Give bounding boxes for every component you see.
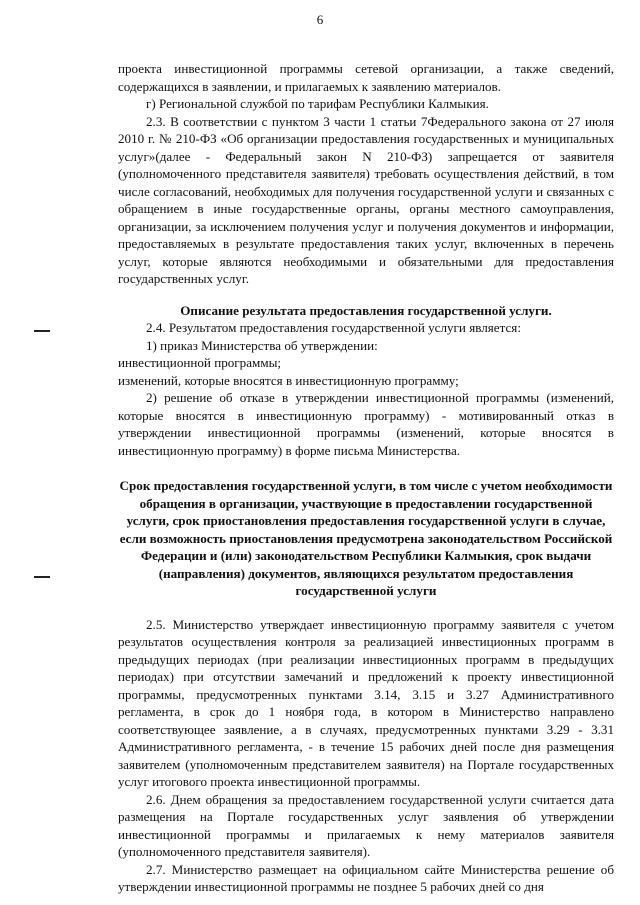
paragraph: 2.7. Министерство размещает на официальном сайте Министерства решение об утверждении инвестиционной программы не позднее 5 рабочих дней со дня (118, 861, 614, 894)
section-heading-result: Описание результата предоставления государственной услуги. (180, 302, 552, 318)
paragraph: 2.6. Днем обращения за предоставлением государственной услуги считается дата размещения на Портале государственных услуг заявления об утверждении инвестиционной программы и прилагаемых к нему материалов заявителя (уполномоченного представителя заявителя). (118, 791, 614, 859)
document-body (118, 60, 614, 896)
paragraph: проекта инвестиционной программы сетевой организации, а также сведений, содержащихся в заявлении, и прилагаемых к заявлению материалов. (118, 61, 614, 94)
paragraph: 2) решение об отказе в утверждении инвестиционной программы (изменений, которые вносятся в инвестиционную программу) - мотивированный отказ в утверждении инвестиционной программы (изменений, которые вносятся в инвестиционную программу) в форме письма Министерства. (118, 390, 614, 458)
margin-mark (34, 330, 50, 332)
paragraph: 2.4. Результатом предоставления государственной услуги является: (146, 320, 521, 335)
paragraph: 1) приказ Министерства об утверждении: (146, 337, 378, 353)
paragraph: г) Региональной службой по тарифам Республики Калмыкия. (146, 96, 489, 111)
section-heading-term: Срок предоставления государственной услуги, в том числе с учетом необходимости обращения в организации, участвующие в предоставлении государственной услуги, срок приостановления предоставления государственной услуги в случае, если возможность приостановления предусмотрена законодательством Российской Федерации и (или) законодательством Республики Калмыкия, срок выдачи (направления) документов, являющихся результатом предоставления государственной услуги (119, 478, 613, 598)
paragraph: инвестиционной программы; (118, 355, 282, 370)
paragraph: изменений, которые вносятся в инвестиционную программу; (118, 372, 459, 388)
page-number: 6 (316, 12, 324, 27)
paragraph: 2.5. Министерство утверждает инвестиционную программу заявителя с учетом результатов осуществления контроля за реализацией инвестиционных программ в предыдущих периодах (при реализации инвестиционных программ в предыдущих периодах) при отсутствии замечаний и предложений к проекту инвестиционной программы, предусмотренных пунктами 3.14, 3.15 и 3.27 Административного регламента, в срок до 1 ноября года, в котором в Министерство направлено соответствующее заявление, а в случаях, предусмотренных пунктами 3.29 - 3.31 Административного регламента, - в течение 15 рабочих дней после дня размещения заявителем (уполномоченным представителем заявителя) на Портале государственных услуг итогового проекта инвестиционной программы. (118, 616, 614, 789)
margin-mark (34, 576, 50, 578)
paragraph: 2.3. В соответствии с пунктом 3 части 1 статьи 7Федерального закона от 27 июля 2010 г. № 210-ФЗ «Об организации предоставления государственных и муниципальных услуг»(далее - Федеральный закон N 210-ФЗ) запрещается от заявителя (уполномоченного представителя заявителя) требовать осуществления действий, в том числе согласований, необходимых для получения государственной услуги и связанных с обращением в иные государственные органы, органы местного самоуправления, организации, за исключением получения услуг и получения документов и информации, предоставляемых в результате предоставления таких услуг, включенных в перечень услуг, которые являются необходимыми и обязательными для предоставления государственных услуг. (118, 113, 614, 286)
